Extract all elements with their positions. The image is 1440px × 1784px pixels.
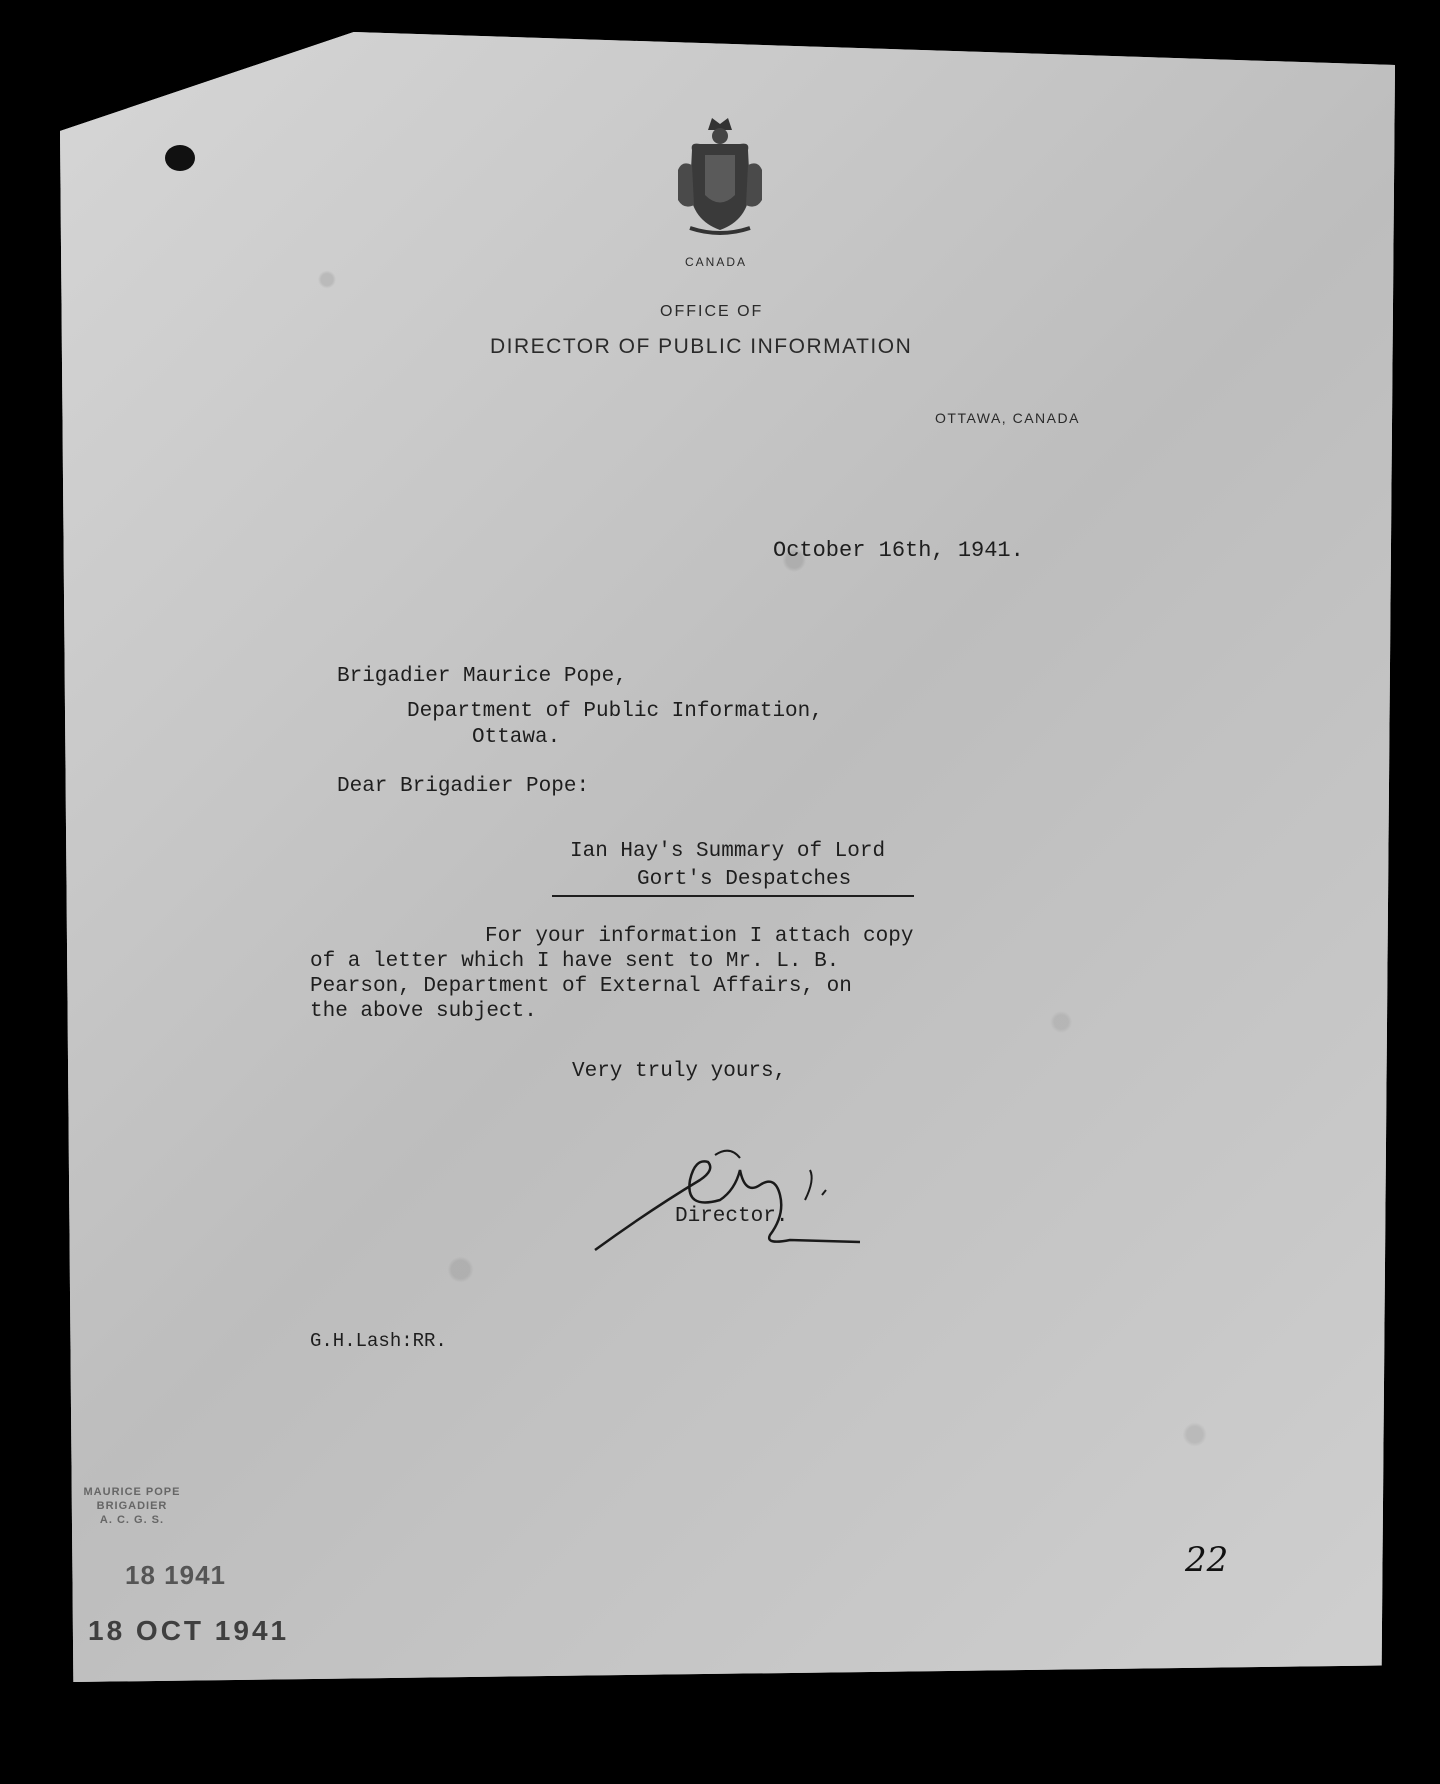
recipient-department: Department of Public Information, xyxy=(407,700,823,723)
reference-initials: G.H.Lash:RR. xyxy=(310,1330,447,1352)
body-line-3: Pearson, Department of External Affairs, on xyxy=(310,975,852,998)
received-date-stamp-1: 18 1941 xyxy=(125,1560,226,1590)
letterhead-country: CANADA xyxy=(685,255,748,269)
subject-underline xyxy=(552,895,914,897)
signer-title: Director. xyxy=(675,1205,789,1228)
handwritten-signature xyxy=(590,1140,870,1260)
letterhead-department: DIRECTOR OF PUBLIC INFORMATION xyxy=(490,335,913,358)
name-stamp xyxy=(72,1485,192,1527)
closing: Very truly yours, xyxy=(572,1060,787,1083)
salutation: Dear Brigadier Pope: xyxy=(337,775,590,798)
body-line-4: the above subject. xyxy=(310,1000,537,1023)
letter-date: October 16th, 1941. xyxy=(773,538,1024,563)
body-line-1: For your information I attach copy xyxy=(485,925,914,948)
recipient-city: Ottawa. xyxy=(472,726,561,749)
name-stamp-line-2: BRIGADIER xyxy=(96,1500,168,1512)
subject-line-2: Gort's Despatches xyxy=(637,868,852,891)
canada-coat-of-arms-icon xyxy=(670,110,770,240)
body-line-2: of a letter which I have sent to Mr. L. B. xyxy=(310,950,840,973)
name-stamp-line-1: MAURICE POPE xyxy=(83,1486,181,1498)
name-stamp-line-3: A. C. G. S. xyxy=(99,1514,165,1526)
punch-hole xyxy=(165,145,195,171)
page-number: 22 xyxy=(1185,1540,1229,1580)
recipient-name: Brigadier Maurice Pope, xyxy=(337,665,627,688)
letterhead-office-of: OFFICE OF xyxy=(660,303,764,320)
subject-line-1: Ian Hay's Summary of Lord xyxy=(570,840,886,863)
received-date-stamp-2: 18 OCT 1941 xyxy=(88,1615,290,1646)
letterhead-location: OTTAWA, CANADA xyxy=(935,410,1080,426)
